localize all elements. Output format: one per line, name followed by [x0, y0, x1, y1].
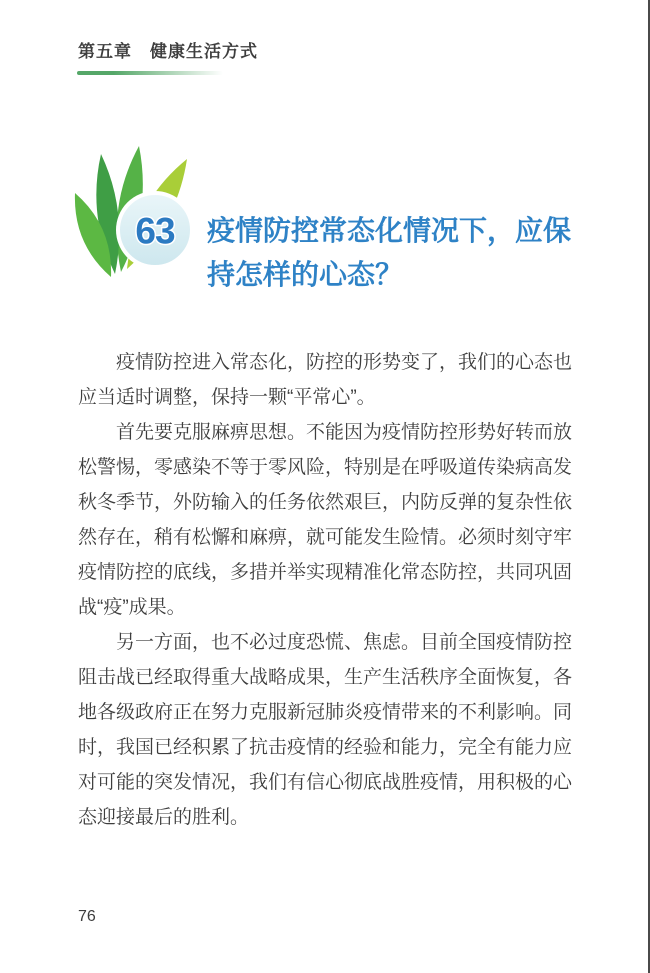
question-badge	[71, 142, 211, 297]
paragraph: 另一方面，也不必过度恐慌、焦虑。目前全国疫情防控阻击战已经取得重大战略成果，生产生活秩序全面恢复，各地各级政府正在努力克服新冠肺炎疫情带来的不利影响。同时，我国已经积累了抗击疫情的经验和能力，完全有能力应对可能的突发情况，我们有信心彻底战胜疫情，用积极的心态迎接最后的胜利。	[78, 632, 573, 828]
paragraph: 疫情防控进入常态化，防控的形势变了，我们的心态也应当适时调整，保持一颗“平常心”。	[78, 352, 573, 408]
question-number: 63	[135, 210, 175, 252]
answer-body	[78, 345, 572, 835]
paragraph: 首先要克服麻痹思想。不能因为疫情防控形势好转而放松警惕，零感染不等于零风险，特别是在呼吸道传染病高发秋冬季节，外防输入的任务依然艰巨，内防反弹的复杂性依然存在，稍有松懈和麻痹，就可能发生险情。必须时刻守牢疫情防控的底线，多措并举实现精准化常态防控，共同巩固战“疫”成果。	[78, 422, 573, 618]
page-number: 76	[78, 908, 96, 925]
chapter-underline	[77, 71, 223, 75]
question-title: 疫情防控常态化情况下，应保持怎样的心态？	[207, 215, 572, 290]
leaf-badge-icon	[71, 142, 211, 297]
chapter-header: 第五章 健康生活方式	[78, 42, 258, 61]
